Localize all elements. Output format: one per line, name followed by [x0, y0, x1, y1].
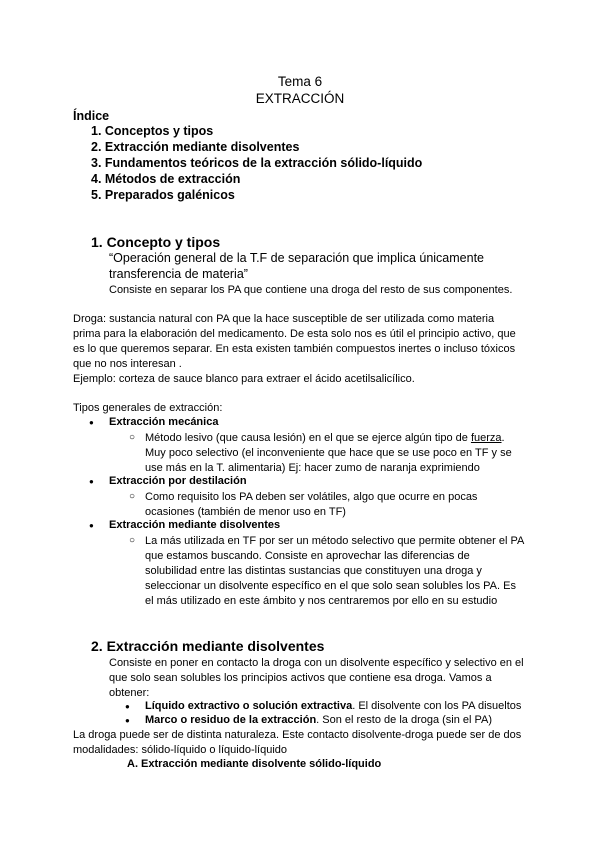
fuerza-link[interactable]: fuerza: [470, 432, 502, 444]
droga-line-1: Droga: sustancia natural con PA que la hace susceptible de ser utilizada como materia: [73, 313, 495, 325]
naturaleza-line-2: modalidades: sólido-líquido o líquido-líquido: [73, 744, 288, 756]
index-item-2: 2. Extracción mediante disolventes: [91, 140, 300, 154]
bullet-extraccion-disolventes: ● Extracción mediante disolventes: [109, 518, 280, 532]
section2-line-2: que solo sean solubles los principios activos que contiene esa droga. Vamos a: [109, 672, 492, 684]
liquido-extractivo-desc: . El disolvente con los PA disueltos: [352, 700, 522, 712]
index-heading: Índice: [73, 109, 110, 123]
disolventes-line-5: el más utilizado en este ámbito y nos centraremos por ello en su estudio: [145, 595, 498, 607]
definition-quote-line1: “Operación general de la T.F de separación que implica únicamente: [109, 251, 484, 265]
definition-quote-line2: transferencia de materia”: [109, 267, 248, 281]
disolventes-line-2: que estamos buscando. Consiste en aprovechar las diferencias de: [145, 550, 470, 562]
subsection-a-heading: A. Extracción mediante disolvente sólido-líquido: [127, 758, 382, 770]
index-item-1: 1. Conceptos y tipos: [91, 124, 214, 138]
mecanica-line-3: use más en la T. alimentaria) Ej: hacer zumo de naranja exprimiendo: [145, 462, 480, 474]
mecanica-line-2: Muy poco selectivo (el inconveniente que hace que se use poco en TF y se: [145, 447, 512, 459]
bullet-extraccion-mecanica: ● Extracción mecánica: [109, 415, 218, 429]
page-title: EXTRACCIÓN: [255, 91, 345, 106]
mecanica-line-1-text: Método lesivo (que causa lesión) en el que se ejerce algún tipo de: [145, 432, 471, 444]
section1-summary: Consiste en separar los PA que contiene una droga del resto de sus componentes.: [109, 284, 513, 296]
droga-line-3: es lo que queremos separar. En esta existen también compuestos inertes o incluso tóxicos: [73, 343, 516, 355]
disolventes-line-4: seleccionar un disolvente específico en el que solo sean solubles los PA. Es: [145, 580, 516, 592]
bullet-liquido-extractivo: [145, 699, 521, 713]
section2-line-1: Consiste en poner en contacto la droga con un disolvente específico y selectivo en el: [109, 657, 524, 669]
index-item-4: 4. Métodos de extracción: [91, 172, 241, 186]
mecanica-line-1: [145, 431, 505, 445]
bullet-extraccion-destilacion: ● Extracción por destilación: [109, 474, 247, 488]
index-item-5: 5. Preparados galénicos: [91, 188, 235, 202]
destilacion-line-2: ocasiones (también de menor uso en TF): [145, 506, 346, 518]
marco-residuo-desc: . Son el resto de la droga (sin el PA): [316, 714, 493, 726]
index-item-3: 3. Fundamentos teóricos de la extracción sólido-líquido: [91, 156, 423, 170]
section2-line-3: obtener:: [109, 687, 150, 699]
droga-line-4: que no nos interesan .: [73, 358, 182, 370]
bullet-marco-residuo: [145, 713, 492, 727]
mecanica-line-1-end: .: [501, 432, 505, 444]
liquido-extractivo-term: Líquido extractivo o solución extractiva: [145, 700, 353, 712]
section1-heading: 1. Concepto y tipos: [91, 234, 221, 250]
destilacion-line-1: ○ Como requisito los PA deben ser volátiles, algo que ocurre en pocas: [145, 490, 477, 504]
tema-number: Tema 6: [277, 74, 323, 89]
section2-heading: 2. Extracción mediante disolventes: [91, 638, 325, 654]
tipos-heading: Tipos generales de extracción:: [73, 402, 223, 414]
disolventes-line-3: solubilidad entre las distintas sustancias que constituyen una droga y: [145, 565, 482, 577]
naturaleza-line-1: La droga puede ser de distinta naturaleza. Este contacto disolvente-droga puede ser de dos: [73, 729, 522, 741]
droga-line-2: prima para la elaboración del medicamento. De esta solo nos es útil el principio activo, que: [73, 328, 516, 340]
example-line: Ejemplo: corteza de sauce blanco para extraer el ácido acetilsalicílico.: [73, 373, 415, 385]
disolventes-line-1: ○ La más utilizada en TF por ser un método selectivo que permite obtener el PA: [145, 534, 524, 548]
marco-residuo-term: Marco o residuo de la extracción: [145, 714, 317, 726]
